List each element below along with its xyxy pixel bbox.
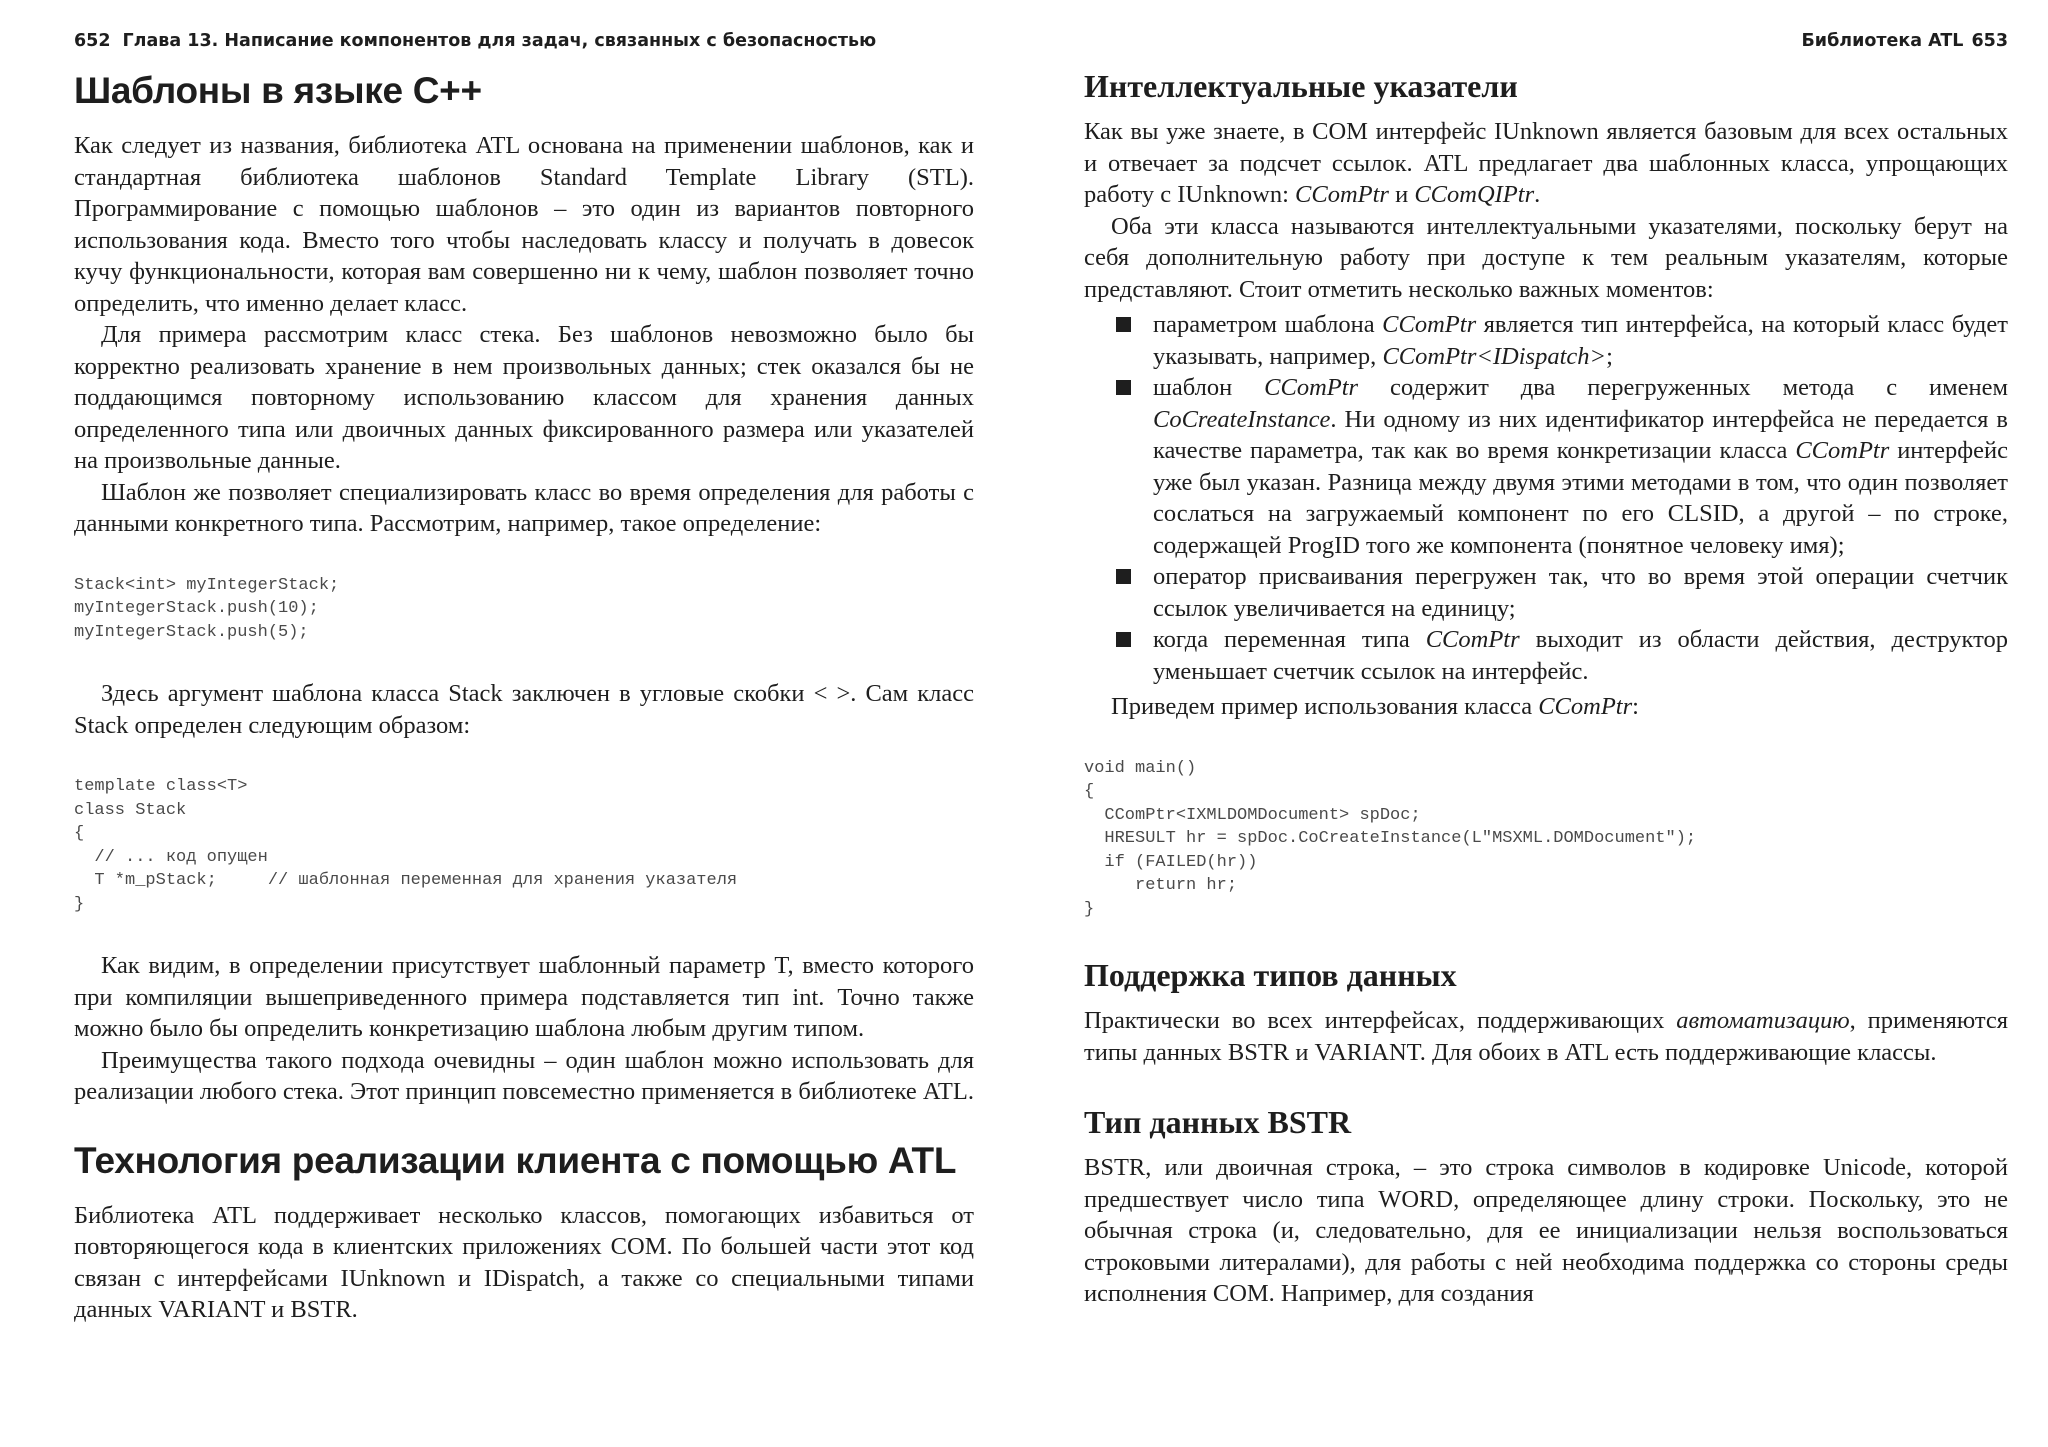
square-bullet-icon xyxy=(1116,380,1131,395)
paragraph: Как следует из названия, библиотека ATL основана на применении шаблонов, как и стандартная библиотека шаблонов Standard Template Library (STL). Программирование с помощью шаблонов – это один из вариантов повторного использования кода. Вместо того чтобы наследовать классу и получать в довесок кучу функциональности, которая вам совершенно ни к чему, шаблон позволяет точно определить, что именно делает класс. xyxy=(74,132,974,317)
heading-bstr: Тип данных BSTR xyxy=(1084,1104,1352,1140)
right-running-head xyxy=(1084,28,2008,54)
list-item: когда переменная типа CComPtr выходит из области действия, деструктор уменьшает счетчик ссылок на интерфейс. xyxy=(1084,624,2008,687)
right-page xyxy=(1024,0,2048,1447)
right-page-number: 653 xyxy=(1971,31,2008,51)
paragraph: Здесь аргумент шаблона класса Stack заключен в угловые скобки < >. Сам класс Stack определен следующим образом: xyxy=(74,680,974,739)
paragraph: Практически во всех интерфейсах, поддерживающих автоматизацию, применяются типы данных BSTR и VARIANT. Для обоих в ATL есть поддерживающие классы. xyxy=(1084,1007,2008,1066)
bullet-list xyxy=(1084,309,2008,687)
paragraph: Как вы уже знаете, в COM интерфейс IUnknown является базовым для всех остальных и отвечает за подсчет ссылок. ATL предлагает два шаблонных класса, упрощающих работу с IUnknown: CComPtr и CComQIPtr. xyxy=(1084,118,2008,208)
left-page-number: 652 xyxy=(74,31,111,51)
paragraph: Преимущества такого подхода очевидны – один шаблон можно использовать для реализации любого стека. Этот принцип повсеместно применяется в библиотеке ATL. xyxy=(74,1046,974,1105)
code-block-stack-definition: template class<T> class Stack { // ... код опущен T *m_pStack; // шаблонная переменная для хранения указателя } xyxy=(74,777,738,914)
heading-atl-client: Технология реализации клиента с помощью ATL xyxy=(74,1139,957,1181)
paragraph: Оба эти класса называются интеллектуальными указателями, поскольку берут на себя дополнительную работу при доступе к тем реальным указателям, которые представляют. Стоит отметить несколько важных моментов: xyxy=(1084,212,2008,303)
paragraph: Шаблон же позволяет специализировать класс во время определения для работы с данными конкретного типа. Рассмотрим, например, такое определение: xyxy=(74,478,974,537)
square-bullet-icon xyxy=(1116,317,1131,332)
square-bullet-icon xyxy=(1116,632,1131,647)
list-item: шаблон CComPtr содержит два перегруженных метода с именем CoCreateInstance. Ни одному из них идентификатор интерфейса не передается в качестве параметра, так как во время конкретизации класса CComPtr интерфейс уже был указан. Разница между двумя этими методами в том, что один позволяет сослаться на загружаемый компонент по его CLSID, а другой – по строке, содержащей ProgID того же компонента (понятное человеку имя); xyxy=(1084,372,2008,561)
paragraph: BSTR, или двоичная строка, – это строка символов в кодировке Unicode, которой предшествует число типа WORD, определяющее длину строки. Поскольку, это не обычная строка (и, следовательно, для ее инициализации нельзя воспользоваться строковыми литералами), для работы с ней необходима поддержка со стороны среды исполнения COM. Например, для создания xyxy=(1084,1154,2008,1307)
left-running-head xyxy=(74,28,974,54)
paragraph: Как видим, в определении присутствует шаблонный параметр T, вместо которого при компиляции вышеприведенного примера подставляется тип int. Точно также можно было бы определить конкретизацию шаблона любым другим типом. xyxy=(74,952,974,1042)
paragraph: Библиотека ATL поддерживает несколько классов, помогающих избавиться от повторяющегося кода в клиентских приложениях COM. По большей части этот код связан с интерфейсами IUnknown и IDispatch, а также со специальными типами данных VARIANT и BSTR. xyxy=(74,1201,974,1323)
code-block-ccomptr-example: void main() { CComPtr<IXMLDOMDocument> spDoc; HRESULT hr = spDoc.CoCreateInstance(L"MSXML.DOMDocument"); if (FAILED(hr)) return hr; } xyxy=(1084,758,1697,919)
paragraph: Приведем пример использования класса CComPtr: xyxy=(1111,693,1639,720)
code-block-stack-usage: Stack<int> myIntegerStack; myIntegerStack.push(10); myIntegerStack.push(5); xyxy=(74,575,340,642)
list-item: оператор присваивания перегружен так, что во время этой операции счетчик ссылок увеличивается на единицу; xyxy=(1084,561,2008,624)
paragraph: Для примера рассмотрим класс стека. Без шаблонов невозможно было бы корректно реализовать хранение в нем произвольных данных; стек оказался бы не поддающимся повторному использованию классом для хранения данных определенного типа или двоичных данных фиксированного размера или указателей на произвольные данные. xyxy=(74,321,974,474)
heading-smart-pointers: Интеллектуальные указатели xyxy=(1084,68,1518,104)
right-running-title: Библиотека ATL xyxy=(1801,31,1964,51)
left-running-title: Глава 13. Написание компонентов для задач, связанных с безопасностью xyxy=(122,31,877,51)
heading-templates: Шаблоны в языке C++ xyxy=(74,70,482,111)
list-item: параметром шаблона CComPtr является тип интерфейса, на который класс будет указывать, например, CComPtr<IDispatch>; xyxy=(1084,309,2008,372)
heading-data-types: Поддержка типов данных xyxy=(1084,957,1457,993)
square-bullet-icon xyxy=(1116,569,1131,584)
